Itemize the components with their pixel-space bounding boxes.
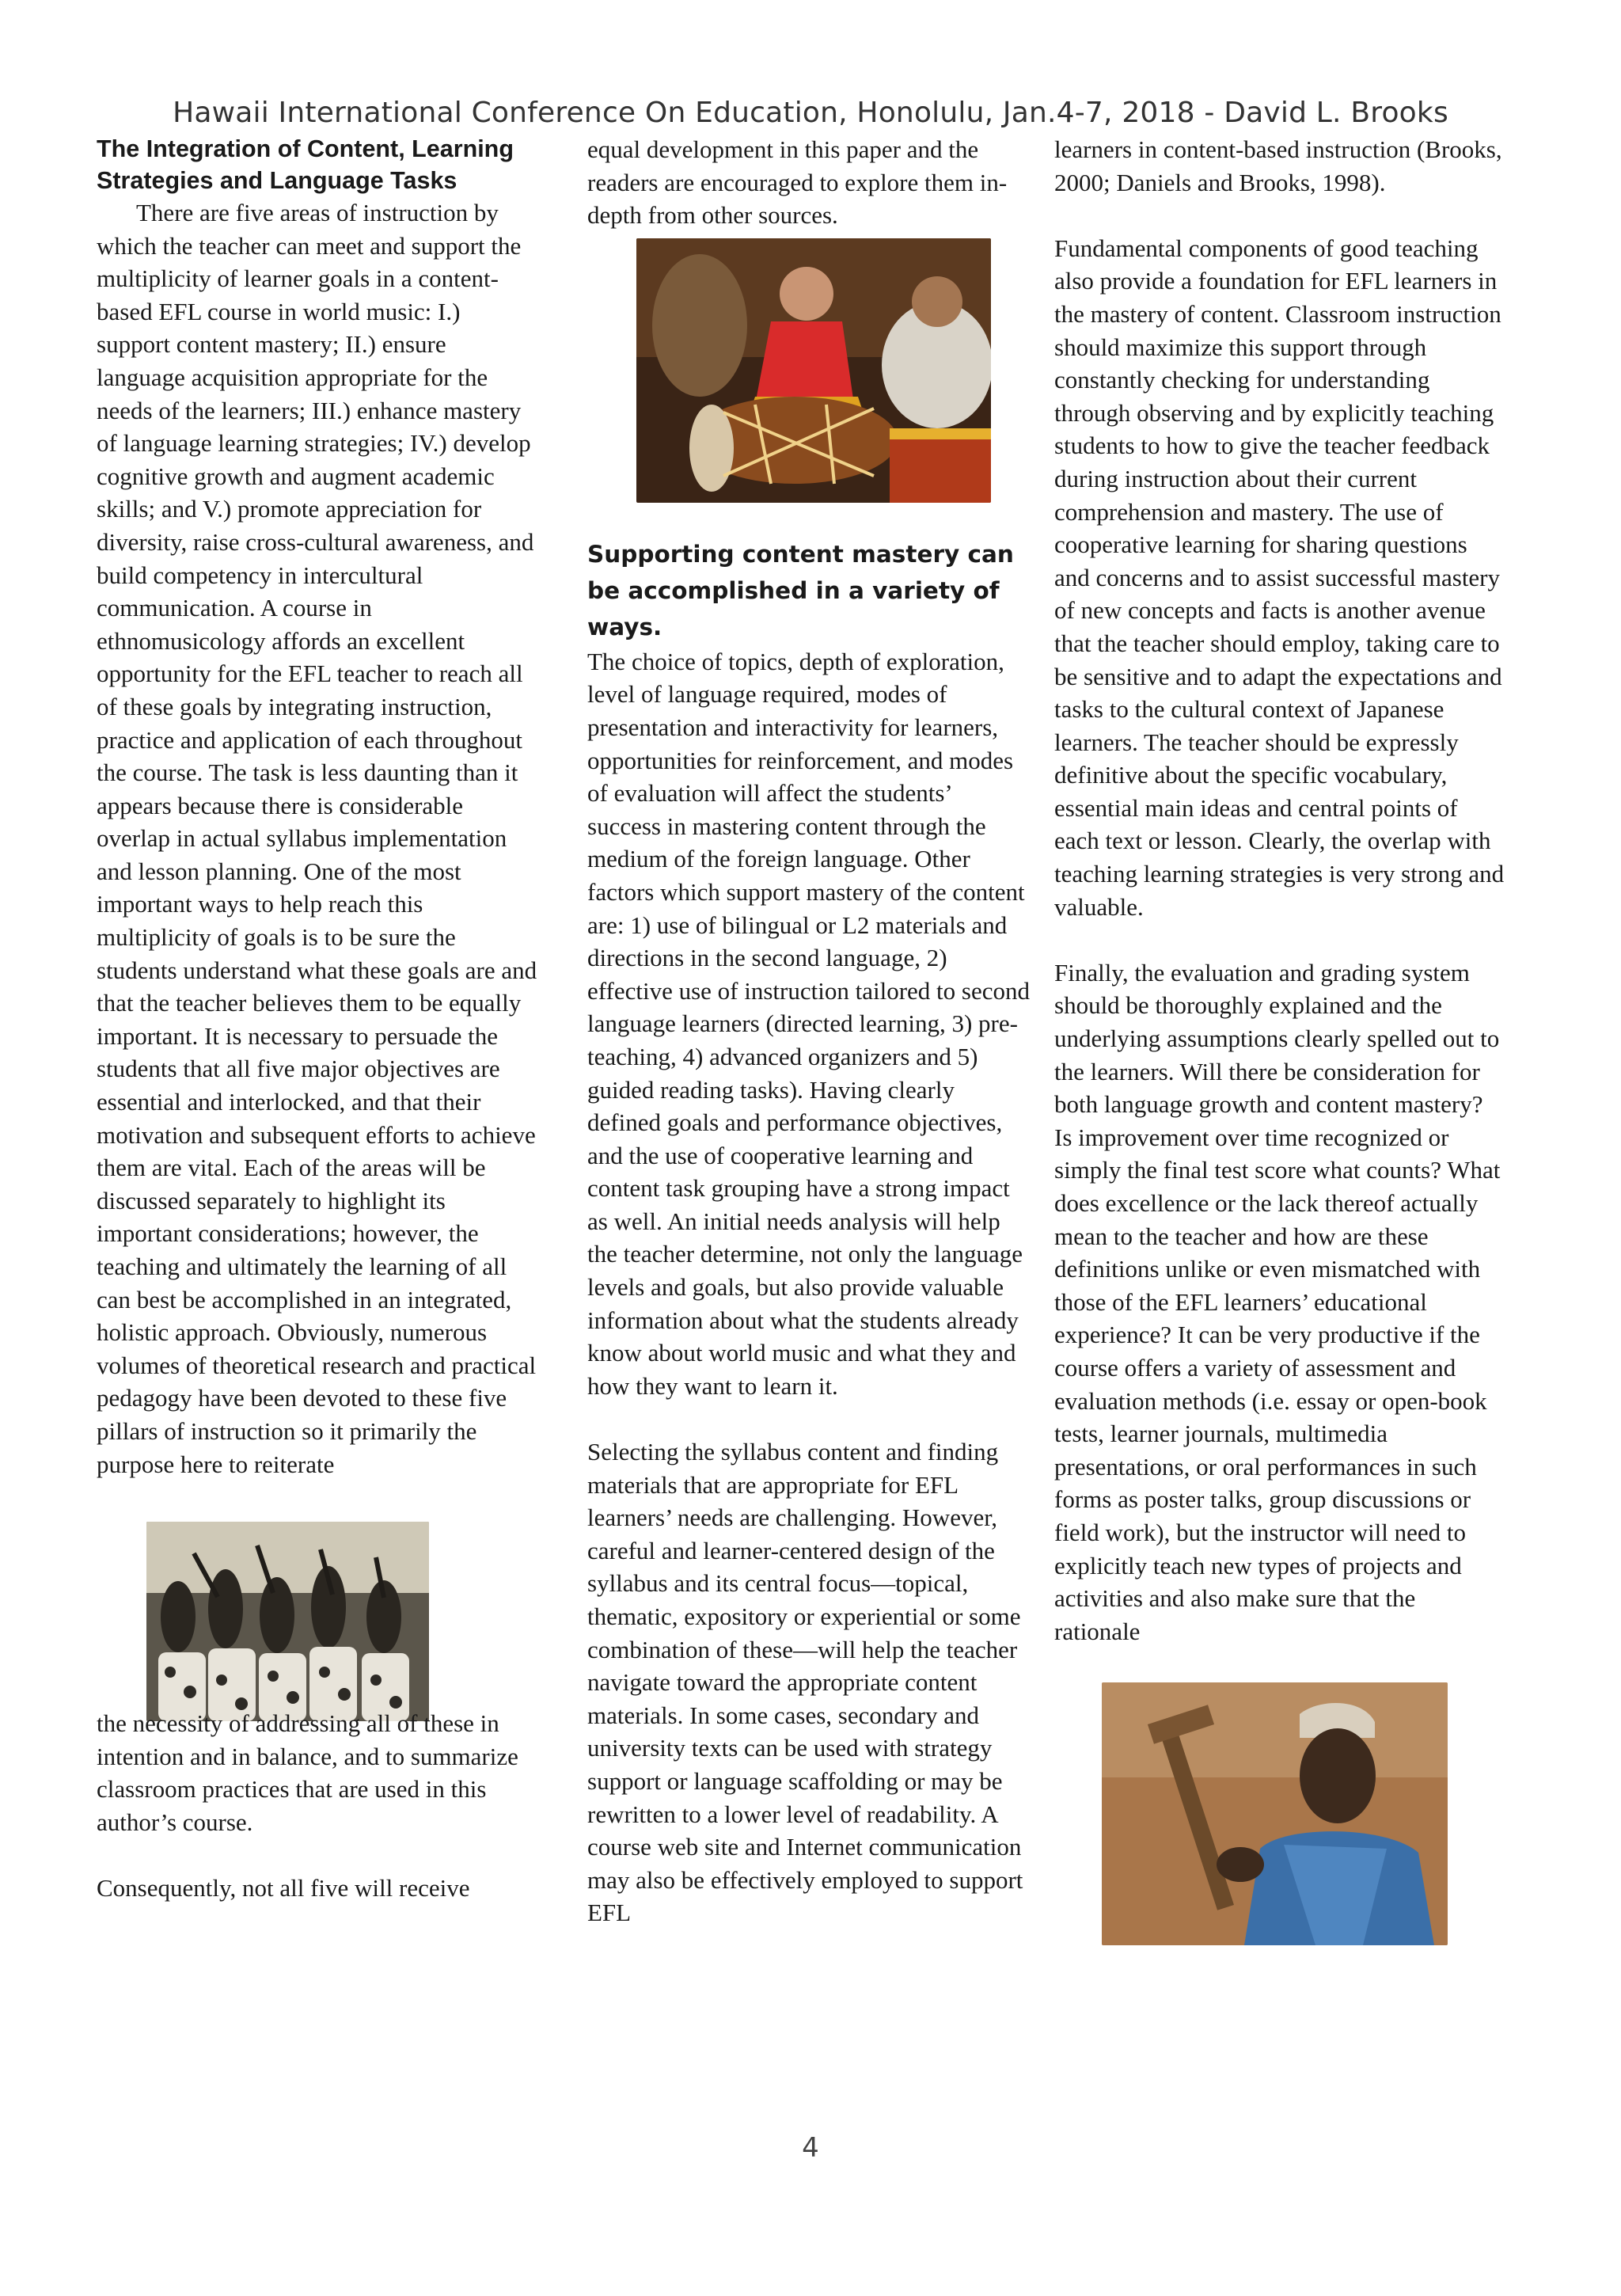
paragraph: the necessity of addressing all of these in intention and in balance, and to summarize classroom practices that are used in this author’s course. bbox=[97, 1709, 518, 1836]
paragraph: The choice of topics, depth of exploration, level of language required, modes of presentation and interactivity for learners, opportunities for reinforcement, and modes of evaluation will affect the students’ success in mastering content through the medium of the foreign language. Other factors which support mastery of the content are: 1) use of bilingual or L2 materials and directions in the second language, 2) effective use of instruction tailored to second language learners (directed learning, 3) pre-teaching, 4) advanced organizers and 5) guided reading tasks). Having clearly defined goals and performance objectives, and the use of cooperative learning and content task grouping have a strong impact as well. An initial needs analysis will help the teacher determine, not only the language levels and goals, but also provide valuable information about what the students already know about world music and what they and how they want to learn it. bbox=[587, 647, 1030, 1400]
column-right bbox=[1054, 133, 1505, 1945]
paragraph: Fundamental components of good teaching also provide a foundation for EFL learners in the mastery of content. Classroom instruction should maximize this support through constantly checking for understanding through observing and by explicitly teaching students to how to give the teacher feedback during instruction about their current comprehension and mastery. The use of cooperative learning for sharing questions and concerns and to assist successful mastery of new concepts and facts is another avenue that the teacher should employ, taking care to be sensitive and to adapt the expectations and tasks to the cultural context of Japanese learners. The teacher should be expressly definitive about the specific vocabulary, essential main ideas and central points of each text or lesson. Clearly, the overlap with teaching learning strategies is very strong and valuable. bbox=[1054, 234, 1505, 921]
paragraph: learners in content-based instruction (Brooks, 2000; Daniels and Brooks, 1998). bbox=[1054, 135, 1502, 196]
paragraph: Consequently, not all five will receive bbox=[97, 1874, 470, 1903]
section-heading: Supporting content mastery can be accomplished in a variety of ways. bbox=[587, 540, 1014, 641]
photo-dancers bbox=[146, 1522, 429, 1721]
paragraph: equal development in this paper and the readers are encouraged to explore them in-depth from other sources. bbox=[587, 135, 1008, 230]
column-left bbox=[97, 133, 540, 1905]
photo-elder-man bbox=[1102, 1682, 1448, 1945]
photo-musicians-drum bbox=[636, 238, 991, 503]
section-heading: The Integration of Content, Learning Strategies and Language Tasks bbox=[97, 135, 514, 194]
column-center bbox=[587, 133, 1031, 1929]
paragraph: Finally, the evaluation and grading system should be thoroughly explained and the underlying assumptions clearly spelled out to the learners. Will there be consideration for both language growth and content mastery? Is improvement over time recognized or simply the final test score what counts? What does excellence or the lack thereof actually mean to the teacher and how are these definitions unlike or even mismatched with those of the EFL learners’ educational experience? It can be very productive if the course offers a variety of assessment and evaluation methods (i.e. essay or open-book tests, learner journals, multimedia presentations, or oral performances in such forms as poster talks, group discussions or field work), but the instructor will need to explicitly teach new types of projects and activities and also make sure that the rationale bbox=[1054, 958, 1501, 1645]
running-header: Hawaii International Conference On Education, Honolulu, Jan.4-7, 2018 - David L. Brooks bbox=[173, 97, 1448, 129]
paragraph: Selecting the syllabus content and finding materials that are appropriate for EFL learners’ needs are challenging. However, careful and learner-centered design of the syllabus and its central focus—topical, thematic, expository or experiential or some combination of these—will help the teacher navigate toward the appropriate content materials. In some cases, secondary and university texts can be used with strategy support or language scaffolding or may be rewritten to a lower level of readability. A course web site and Internet communication may also be effectively employed to support EFL bbox=[587, 1438, 1023, 1927]
page-number: 4 bbox=[802, 2132, 819, 2164]
paragraph: There are five areas of instruction by which the teacher can meet and support the multiplicity of learner goals in a content-based EFL course in world music: I.) support content mastery; II.) ensure language acquisition appropriate for the needs of the learners; III.) enhance mastery of language learning strategies; IV.) develop cognitive growth and augment academic skills; and V.) promote appreciation for diversity, raise cross-cultural awareness, and build competency in intercultural communication. A course in ethnomusicology affords an excellent opportunity for the EFL teacher to reach all of these goals by integrating instruction, practice and application of each throughout the course. The task is less daunting than it appears because there is considerable overlap in actual syllabus implementation and lesson planning. One of the most important ways to help reach this multiplicity of goals is to be sure the students understand what these goals are and that the teacher believes them to be equally important. It is necessary to persuade the students that all five major objectives are essential and interlocked, and that their motivation and subsequent efforts to achieve them are vital. Each of the areas will be discussed separately to highlight its important considerations; however, the teaching and ultimately the learning of all can best be accomplished in an integrated, holistic approach. Obviously, numerous volumes of theoretical research and practical pedagogy have been devoted to these five pillars of instruction so it primarily the purpose here to reiterate bbox=[97, 199, 537, 1478]
